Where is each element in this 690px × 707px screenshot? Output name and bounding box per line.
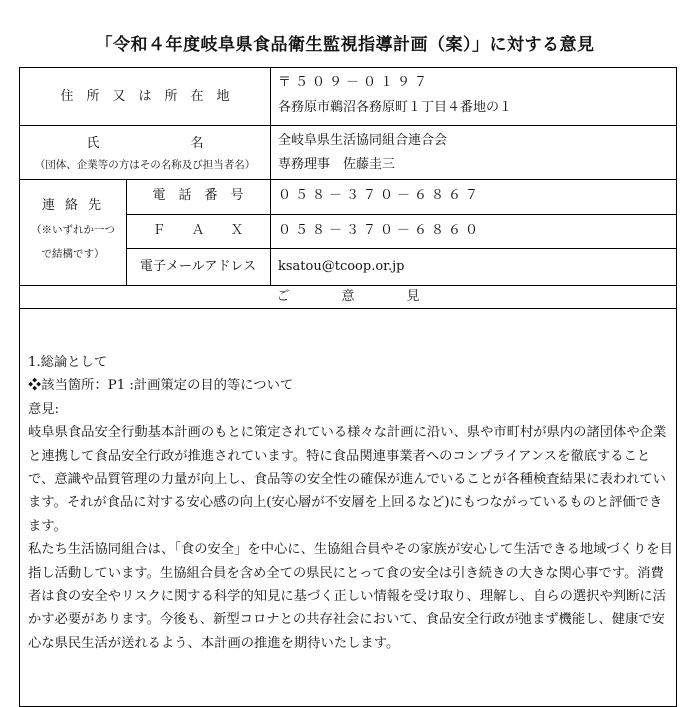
contact-person: 専務理事 佐藤圭三: [278, 157, 396, 172]
opinion-label: 意見:: [28, 401, 60, 417]
name-sublabel: （団体、企業等の方はその名称及び担当者名）: [34, 159, 256, 171]
row-divider: [20, 179, 676, 180]
opinion-heading: 1.総論として: [28, 355, 108, 370]
opinion-form: [19, 67, 677, 707]
name-label: 氏 名: [86, 136, 204, 151]
opinion-location: ❖該当箇所：P1 :計画策定の目的等について: [28, 378, 294, 394]
phone-label: 電 話 番 号: [152, 188, 244, 203]
column-divider: [270, 68, 271, 285]
row-divider: [126, 248, 676, 249]
contact-note: （※いずれか一つ: [31, 224, 115, 236]
email-label: 電子メールアドレス: [139, 259, 257, 274]
address-label: 住 所 又 は 所 在 地: [60, 89, 230, 104]
row-divider: [20, 285, 676, 286]
email-value: ksatou@tcoop.or.jp: [278, 259, 405, 274]
row-divider: [20, 308, 676, 309]
postal-code: 〒５０９－０１９７: [278, 75, 432, 90]
row-divider: [20, 125, 676, 126]
document-title: 「令和４年度岐阜県食品衛生監視指導計画（案）」に対する意見: [95, 35, 595, 55]
organization-name: 全岐阜県生活協同組合連合会: [278, 133, 448, 148]
fax-label: Ｆ Ａ Ｘ: [152, 223, 244, 238]
contact-note: で結構です）: [41, 248, 105, 260]
opinion-paragraph: 岐阜県食品安全行動基本計画のもとに策定されている様々な計画に沿い、県や市町村が県内の諸団体や企業と連携して食品安全行政が推進されています。特に食品関連事業者へのコンプライアンスを徹底することで、意識や品質管理の力量が向上し、食品等の安全性の確保が進んでいることが各種検査結果に表われています。それが食品に対する安心感の向上(安心層が不安層を上回るなど)にもつながっているものと評価できます。: [28, 425, 667, 534]
contact-label: 連 絡 先: [41, 198, 105, 213]
opinion-body: [28, 351, 673, 655]
address-value: 各務原市鵜沼各務原町１丁目４番地の１: [278, 100, 513, 115]
row-divider: [126, 214, 676, 215]
opinion-header: ご 意 見: [276, 289, 420, 304]
opinion-paragraph: 私たち生活協同組合は、「食の安全」を中心に、生協組合員やその家族が安心して生活できる地域づくりを目指し活動しています。生協組合員を含め全ての県民にとって食の安全は引き続きの大きな関心事です。消費者は食の安全やリスクに関する科学的知見に基づく正しい情報を受け取り、理解し、自らの選択や判断に活かす必要があります。今後も、新型コロナとの共存社会において、食品安全行政が弛まず機能し、健康で安心な県民生活が送れるよう、本計画の推進を期待いたします。: [28, 542, 673, 651]
phone-value: ０５８－３７０－６８６７: [278, 188, 483, 203]
fax-value: ０５８－３７０－６８６０: [278, 223, 483, 238]
